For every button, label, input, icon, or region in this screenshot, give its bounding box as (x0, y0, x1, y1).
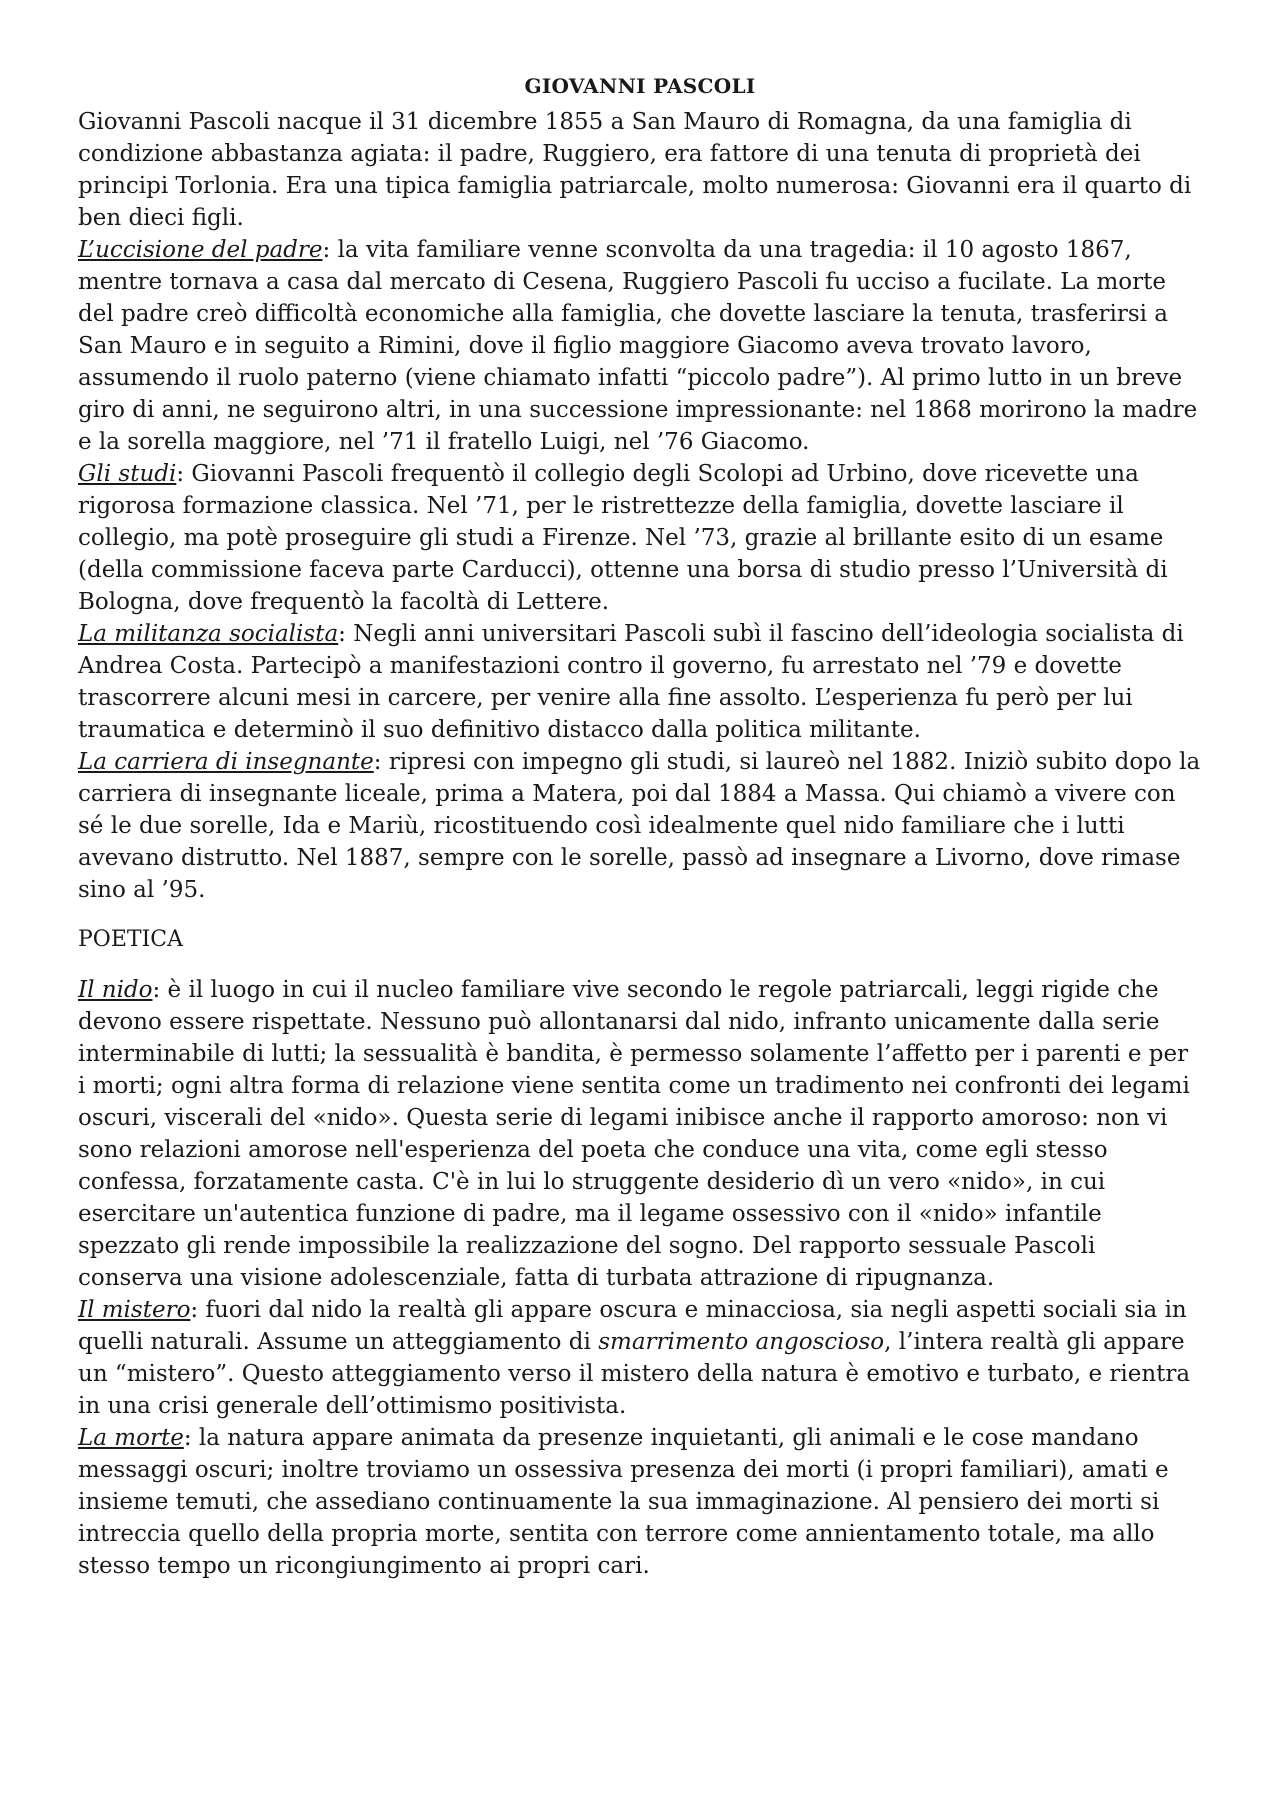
text-uccisione-padre: : la vita familiare venne sconvolta da una tragedia: il 10 agosto 1867, mentre tornava a casa dal mercato di Cesena, Ruggiero Pascoli fu ucciso a fucilate. La morte del padre creò difficoltà economiche alla famiglia, che dovette lasciare la tenuta, trasferirsi a San Mauro e in seguito a Rimini, dove il figlio maggiore Giacomo aveva trovato lavoro, assumendo il ruolo paterno (viene chiamato infatti “piccolo padre”). Al primo lutto in un breve giro di anni, ne seguirono altri, in una successione impressionante: nel 1868 morirono la madre e la sorella maggiore, nel ’71 il fratello Luigi, nel ’76 Giacomo. (78, 237, 1198, 455)
text-nido: : è il luogo in cui il nucleo familiare vive secondo le regole patriarcali, leggi rigide che devono essere rispettate. Nessuno può allontanarsi dal nido, infranto unicamente dalla serie interminabile di lutti; la sessualità è bandita, è permesso solamente l’affetto per i parenti e per i morti; ogni altra forma di relazione viene sentita come un tradimento nei confronti dei legami oscuri, viscerali del «nido». Questa serie di legami inibisce anche il rapporto amoroso: non vi sono relazioni amorose nell'esperienza del poeta che conduce una vita, come egli stesso confessa, forzatamente casta. C'è in lui lo struggente desiderio dì un vero «nido», in cui esercitare un'autentica funzione di padre, ma il legame ossessivo con il «nido» infantile spezzato gli rende impossibile la realizzazione del sogno. Del rapporto sessuale Pascoli conserva una visione adolescenziale, fatta di turbata attrazione di ripugnanza. (78, 977, 1190, 1291)
paragraph-nido (78, 974, 1202, 1294)
heading-morte: La morte (78, 1425, 184, 1451)
text-morte: : la natura appare animata da presenze inquietanti, gli animali e le cose mandano messaggi oscuri; inoltre troviamo un ossessiva presenza dei morti (i propri familiari), amati e insieme temuti, che assediano continuamente la sua immaginazione. Al pensiero dei morti si intreccia quello della propria morte, sentita con terrore come annientamento totale, ma allo stesso tempo un ricongiungimento ai propri cari. (78, 1425, 1169, 1579)
heading-studi: Gli studi (78, 461, 177, 487)
paragraph-uccisione-padre (78, 234, 1202, 458)
text-mistero-after: , l’intera realtà gli appare un “mistero”. Questo atteggiamento verso il mistero della natura è emotivo e turbato, e rientra in una crisi generale dell’ottimismo positivista. (78, 1329, 1191, 1419)
paragraph-mistero (78, 1294, 1202, 1422)
text-mistero-before: : fuori dal nido la realtà gli appare oscura e minacciosa, sia negli aspetti sociali sia in quelli naturali. Assume un atteggiamento di (78, 1297, 1187, 1355)
paragraph-carriera (78, 746, 1202, 906)
text-militanza: : Negli anni universitari Pascoli subì il fascino dell’ideologia socialista di Andrea Costa. Partecipò a manifestazioni contro il governo, fu arrestato nel ’79 e dovette trascorrere alcuni mesi in carcere, per venire alla fine assolto. L’esperienza fu però per lui traumatica e determinò il suo definitivo distacco dalla politica militante. (78, 621, 1184, 743)
paragraph-studi (78, 458, 1202, 618)
heading-uccisione-padre: L’uccisione del padre (78, 237, 323, 263)
document-page (78, 70, 1202, 1582)
intro-paragraph: Giovanni Pascoli nacque il 31 dicembre 1855 a San Mauro di Romagna, da una famiglia di condizione abbastanza agiata: il padre, Ruggiero, era fattore di una tenuta di proprietà dei principi Torlonia. Era una tipica famiglia patriarcale, molto numerosa: Giovanni era il quarto di ben dieci figli. (78, 109, 1192, 231)
document-title: GIOVANNI PASCOLI (524, 74, 756, 98)
text-studi: : Giovanni Pascoli frequentò il collegio degli Scolopi ad Urbino, dove ricevette una rigorosa formazione classica. Nel ’71, per le ristrettezze della famiglia, dovette lasciare il collegio, ma potè proseguire gli studi a Firenze. Nel ’73, grazie al brillante esito di un esame (della commissione faceva parte Carducci), ottenne una borsa di studio presso l’Università di Bologna, dove frequentò la facoltà di Lettere. (78, 461, 1168, 615)
text-carriera: : ripresi con impegno gli studi, si laureò nel 1882. Iniziò subito dopo la carriera di insegnante liceale, prima a Matera, poi dal 1884 a Massa. Qui chiamò a vivere con sé le due sorelle, Ida e Mariù, ricostituendo così idealmente quel nido familiare che i lutti avevano distrutto. Nel 1887, sempre con le sorelle, passò ad insegnare a Livorno, dove rimase sino al ’95. (78, 749, 1201, 903)
heading-militanza: La militanza socialista (78, 621, 339, 647)
paragraph-militanza (78, 618, 1202, 746)
heading-nido: Il nido (78, 977, 153, 1003)
text-mistero-emphasis: smarrimento angoscioso (598, 1329, 885, 1355)
heading-carriera: La carriera di insegnante (78, 749, 374, 775)
section-title-poetica: POETICA (78, 927, 183, 952)
paragraph-morte (78, 1422, 1202, 1582)
heading-mistero: Il mistero (78, 1297, 191, 1323)
